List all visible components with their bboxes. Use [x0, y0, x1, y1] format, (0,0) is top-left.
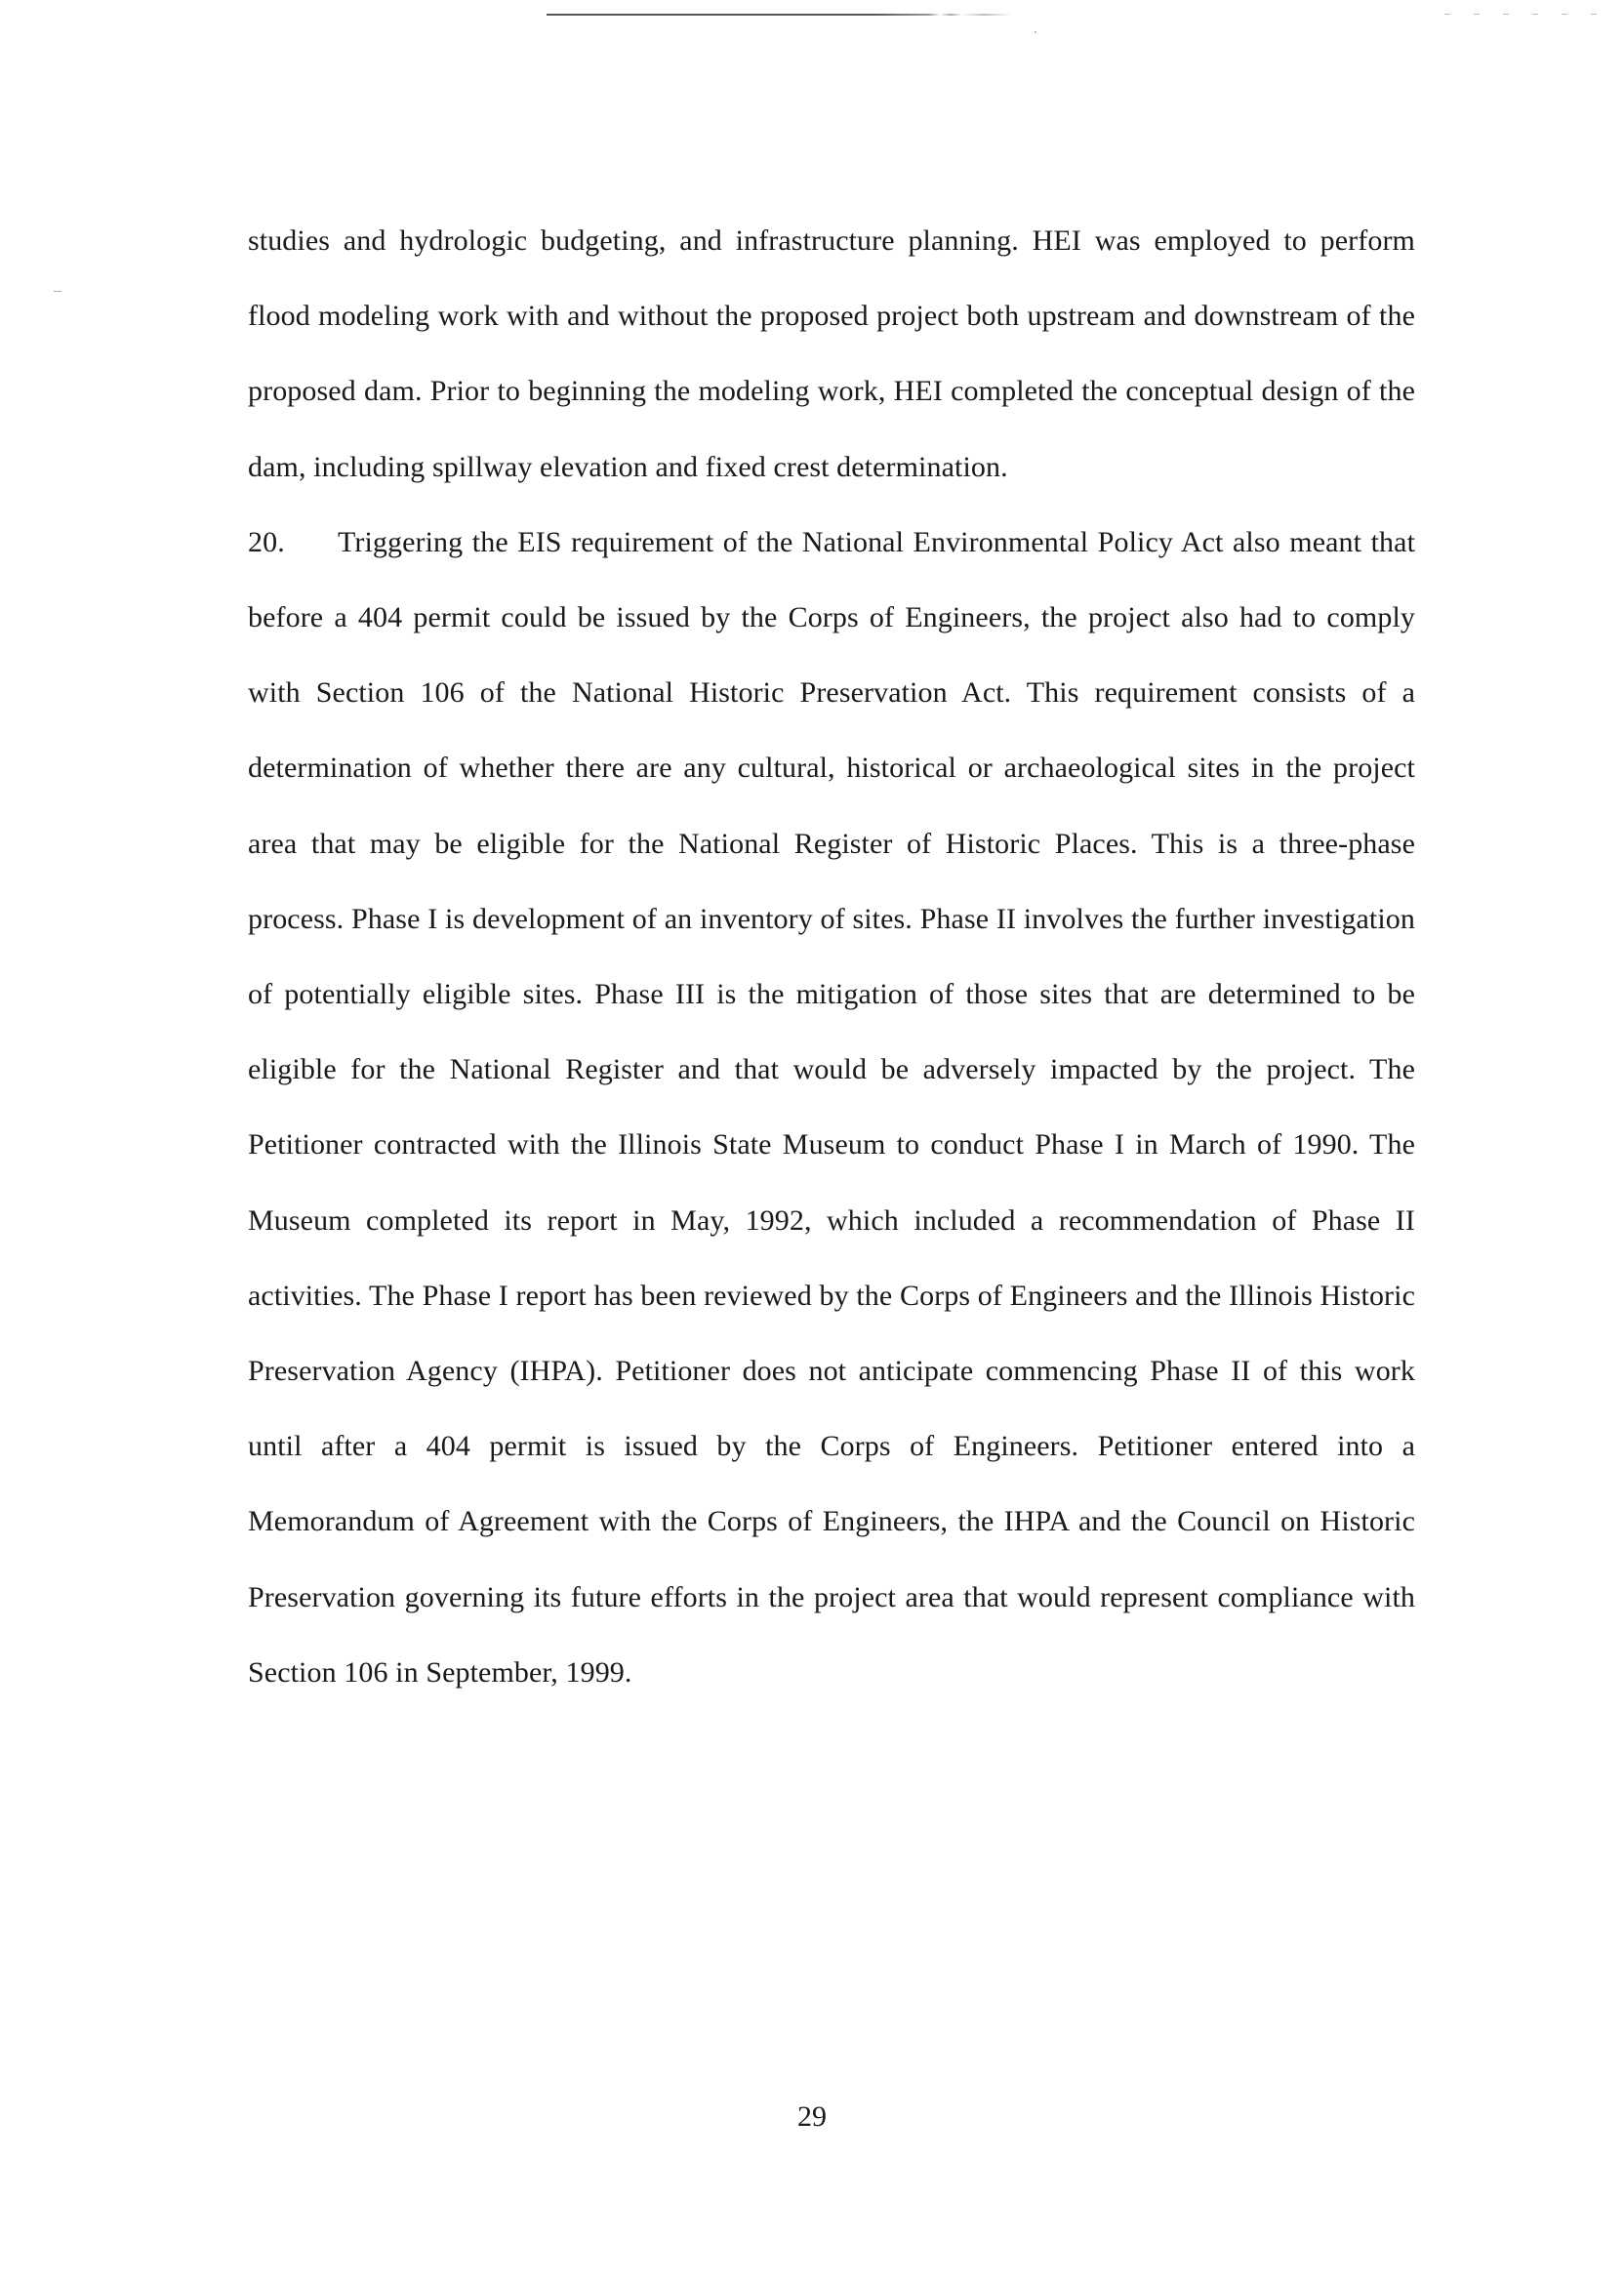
scan-artifact-top-line	[547, 14, 1093, 16]
scan-artifact-top-dashes	[1444, 14, 1601, 15]
continuation-paragraph: studies and hydrologic budgeting, and infrastructure planning. HEI was employed to perform flood modeling work with and without the proposed project both upstream and downstream of the proposed dam. Prior to beginning the modeling work, HEI completed the conceptual design of the dam, including spillway elevation and fixed crest determination.	[248, 224, 1415, 483]
paragraph-number: 20.	[248, 525, 285, 558]
page-number: 29	[797, 2100, 827, 2133]
paragraph-20	[248, 505, 1415, 1710]
scan-artifact-speck	[1035, 31, 1036, 33]
paragraph-20-text: Triggering the EIS requirement of the National Environmental Policy Act also meant that before a 404 permit could be issued by the Corps of Engineers, the project also had to comply with Section 106 of the National Historic Preservation Act. This requirement consists of a determination of whether there are any cultural, historical or archaeological sites in the project area that may be eligible for the National Register of Historic Places. This is a three-phase process. Phase I is development of an inventory of sites. Phase II involves the further investigation of potentially eligible sites. Phase III is the mitigation of those sites that are determined to be eligible for the National Register and that would be adversely impacted by the project. The Petitioner contracted with the Illinois State Museum to conduct Phase I in March of 1990. The Museum completed its report in May, 1992, which included a recommendation of Phase II activities. The Phase I report has been reviewed by the Corps of Engineers and the Illinois Historic Preservation Agency (IHPA). Petitioner does not anticipate commencing Phase II of this work until after a 404 permit is issued by the Corps of Engineers. Petitioner entered into a Memorandum of Agreement with the Corps of Engineers, the IHPA and the Council on Historic Preservation governing its future efforts in the project area that would represent compliance with Section 106 in September, 1999.	[248, 525, 1415, 1689]
scan-artifact-left-mark	[54, 291, 61, 292]
document-body	[248, 203, 1415, 1710]
